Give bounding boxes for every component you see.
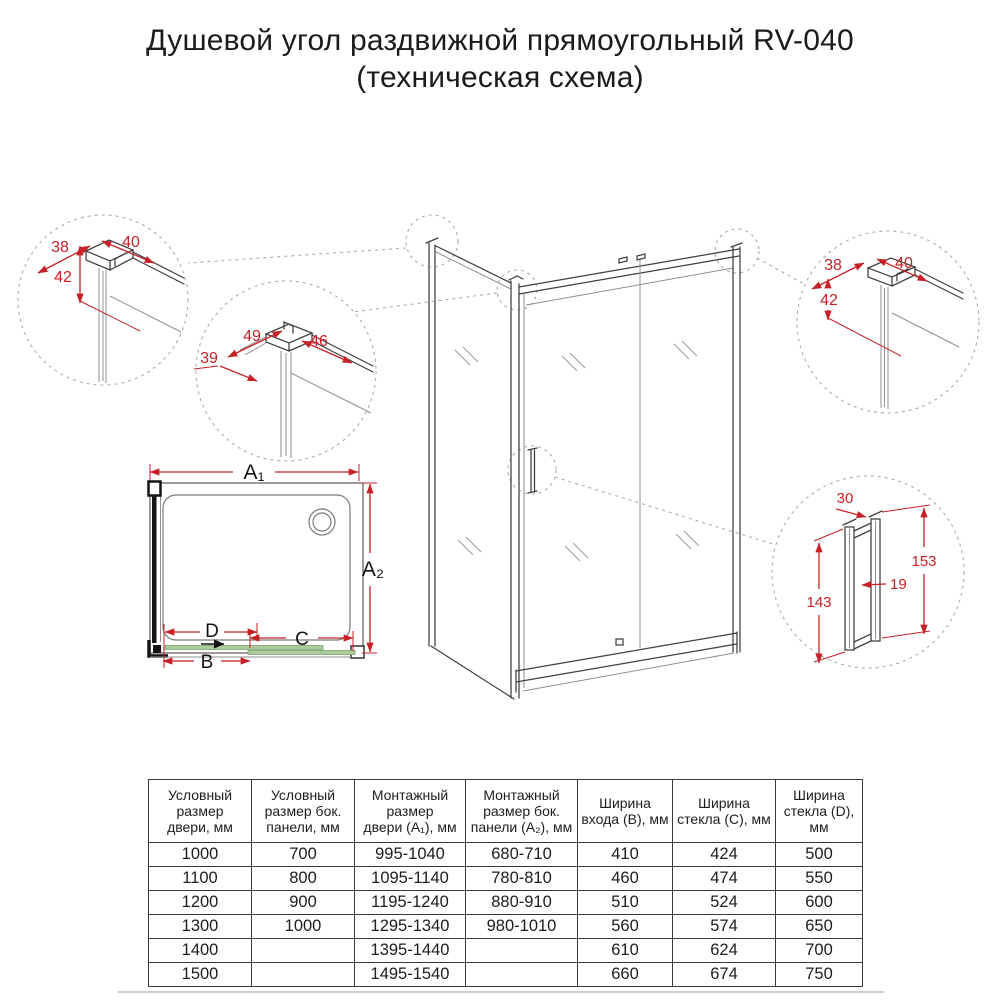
callout-ring-right-post [715, 229, 759, 273]
callout-ring-handle [508, 446, 556, 494]
plan-label-b: B [200, 652, 214, 673]
col-header-mount-panel-size: Монтажный размер бок. панели (A₂), мм [466, 780, 578, 843]
dim-38-label: 38 [51, 239, 69, 256]
col-header-glass-c-width: Ширина стекла (C), мм [673, 780, 776, 843]
bottom-rail [516, 632, 737, 692]
shower-tray [163, 495, 350, 640]
title-line-1: Душевой угол раздвижной прямоугольный RV-040 [146, 24, 854, 57]
size-table [148, 779, 863, 987]
plan-view [149, 461, 385, 673]
glass-reflections [455, 341, 699, 561]
top-rail [519, 249, 739, 294]
dim-46-label: 46 [310, 333, 328, 350]
table-row: 1500 1495-1540 660 674 750 [149, 963, 863, 987]
dim-40-label: 40 [895, 255, 913, 272]
plan-label-d: D [205, 621, 219, 642]
table-header-row [149, 780, 863, 843]
corner-post [511, 281, 519, 698]
dim-30-label: 30 [836, 490, 854, 507]
leader-to-mid-left-detail [353, 293, 497, 312]
dim-153-label: 153 [911, 553, 937, 570]
title-line-2: (техническая схема) [356, 61, 644, 94]
door-handle [528, 448, 537, 493]
plan-label-c: C [295, 629, 309, 650]
col-header-entry-width: Ширина входа (B), мм [578, 780, 673, 843]
plan-label-a2: A₂ [361, 558, 385, 581]
table-row: 1000 700 995-1040 680-710 410 424 500 [149, 843, 863, 867]
bottom-divider-line [118, 991, 884, 993]
col-header-door-size: Условный размер двери, мм [149, 780, 252, 843]
detail-circle-handle [772, 476, 964, 668]
leader-to-top-right-detail [757, 258, 806, 285]
side-panel-top-edge [436, 246, 511, 283]
iso-view [426, 238, 742, 699]
plan-corner-bracket-top [149, 482, 161, 496]
table-row: 1400 1395-1440 610 624 700 [149, 939, 863, 963]
dim-143-label: 143 [806, 594, 832, 611]
col-header-side-panel-size: Условный размер бок. панели, мм [252, 780, 355, 843]
col-header-glass-d-width: Ширина стекла (D), мм [776, 780, 863, 843]
dim-42-label: 42 [820, 292, 838, 309]
dim-42-label: 42 [54, 269, 72, 286]
side-panel-bottom-edge [431, 646, 514, 699]
dim-49-label: 49 [243, 328, 261, 345]
leader-to-top-left-detail [188, 248, 406, 263]
col-header-mount-door-size: Монтажный размер двери (A₁), мм [355, 780, 466, 843]
rail-bracket [619, 254, 645, 263]
dim-38-label: 38 [824, 257, 842, 274]
fixed-panel-glass [248, 651, 355, 655]
door-roller [616, 639, 623, 645]
plan-wall-profile [152, 490, 157, 643]
detail-top-left [38, 234, 184, 383]
table-row: 1200 900 1195-1240 880-910 510 524 600 [149, 891, 863, 915]
dim-39-label: 39 [200, 350, 218, 367]
dim-40-label: 40 [122, 234, 140, 251]
detail-mid-left [194, 322, 373, 458]
dim-19-label: 19 [890, 576, 907, 593]
detail-top-right [812, 255, 963, 409]
side-panel-wall-profile [429, 243, 435, 646]
detail-handle [806, 490, 936, 663]
table-row: 1300 1000 1295-1340 980-1010 560 574 650 [149, 915, 863, 939]
leader-to-handle-detail [555, 477, 776, 545]
table-row: 1100 800 1095-1140 780-810 460 474 550 [149, 867, 863, 891]
drain-inner [313, 513, 331, 531]
plan-label-a1: A₁ [243, 461, 265, 484]
right-wall-profile [733, 247, 740, 652]
